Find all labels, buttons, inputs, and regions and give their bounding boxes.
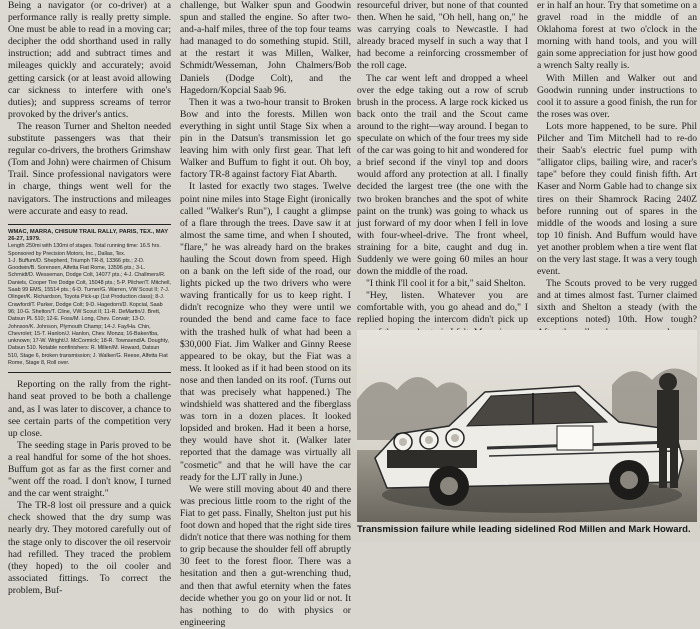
rally-car-photo bbox=[357, 330, 697, 522]
paragraph: The TR-8 lost oil pressure and a quick check showed that the dry sump was nearly dry. They motored carefully out of the stage only to discover the oil reservoir had refilled. They traced the problem (they hoped) to the oil cooler and associated fittings. To correct the problem, Buf- bbox=[8, 500, 171, 596]
text-column-3 bbox=[357, 0, 528, 330]
paragraph: Lots more happened, to be sure. Phil Pilcher and Tim Mitchell had to re-do their Saab's electric fuel pump with "alligator clips, bailing wire, and racer's tape" before they could finish fifth. Art Kaser and Norm Gable had to change six tires on their Shamrock Racing 240Z before running out of spares in the middle of the woods and losing a sure top 10 finish. And Buffum would have yet another problem when a tire went flat on the very last stage. It was a very tough event. bbox=[537, 120, 697, 278]
text-column-4 bbox=[537, 0, 697, 330]
paragraph: The seeding stage in Paris proved to be a real handful for some of the hot shoes. Buffum got as far as the first corner and "went off the road. I don't know, I turned and the car went straight." bbox=[8, 439, 171, 500]
paragraph: Then it was a two-hour transit to Broken Bow and into the forests. Millen won everything in sight until Stage Six when a pin in the Datsun's transmission let go leaving him with only first gear. That left Walker and Buffum to fight it out. Oh boy, factory TR-8 against factory Fiat Abarth. bbox=[180, 96, 351, 181]
rally-car-illustration bbox=[357, 330, 697, 522]
results-heading: WMAC, MARRA, CHISUM TRAIL RALLY, PARIS, TEX., MAY 26-27, 1979. bbox=[8, 228, 168, 242]
paragraph: With Millen and Walker out and Goodwin running under instructions to cool it to assure a good finish, the run for the roses was over. bbox=[537, 72, 697, 120]
results-list: 1-J. Buffum/D. Shepherd, Triumph TR-8, 13366 pts.; 2-D. Goodwin/B. Sorensen, Alfetta Fiat Rome, 13596 pts.; 3-L. Schmidt/D. Wesseman, Dodge Colt, 14077 pts.; 4-J. Challmers/R. Daniels, Cooper Tire Dodge Colt, 15048 pts.; 5-P. Pilcher/T. Mitchell, Saab 99 EMS, 15514 pts.; 6-D. Turner/G. Warren, VW Scout II; 7-J. Olinger/K. Richardson, Toyota Pick-up (1st Production class); 8-J. Crawford/T. Parker, Dodge Colt; 9-D. Hagedorn/D. Kopcial, Saab 96; 10-G. Shelton/T. Cline, VW Scout II; 11-R. DeMartin/J. Brett, Datsun PL 510; 12-E. Foss/M. Long, Chev. Corvair; 13-D. Johnson/K. Johnson, Plymouth Champ; 14-J. Fay/Ha. Chin, Chevrolet; 15-T. Hanlon/J. Hanlon, Chev. Monza; 16-Baker/tba, unknown; 17-W. Wright/J. McCormick; 18-R. Townsend/A. Doughty, Datsun 510. Notable nonfinishers: R. Millen/M. Howard, Datsun 510, Stage 6, broken transmission; J. Walker/G. Reese, Alfetta Fiat Rome, Stage 8, Roll over. bbox=[8, 257, 171, 367]
paragraph: Being a navigator (or co-driver) at a performance rally is really pretty simple. One must be able to read in a moving car; decipher the odd shorthand used in rally instruction; add and subtract times and mileages quickly and accurately; avoid getting carsick (or at least avoid allowing car sickness to interfere with one's duties); and suppress screams of terror provoked by the driver's antics. bbox=[8, 0, 171, 120]
paragraph: challenge, but Walker spun and Goodwin spun and stalled the engine. So after two-and-a-half miles, three of the top four teams had managed to do something stupid. Still, at the restart it was Millen, Walker, Schmidt/Wesseman, John Chalmers/Bob Daniels (Dodge Colt), and the Hagedorn/Kopcial Saab 96. bbox=[180, 0, 351, 96]
paragraph: We were still moving about 40 and there was precious little room to the right of the Fiat to get pass. Finally, Shelton just put his foot down and hoped that the right side tires didn't notice that there was nothing for them to grip because the shoulder fell off abruptly 30 feet to the forest floor. There was a hesitation and then a gut-wrenching thud, and then that awful eternity when the fates decide whether you go on your lid or not. It has nothing to do with physics or engineering bbox=[180, 483, 351, 628]
paragraph: resourceful driver, but none of that counted then. When he said, "Oh hell, hang on," he was carrying coals to Newcastle. I had already braced myself in such a way that I had become a reinforcing crossmember of the roll cage. bbox=[357, 0, 528, 72]
paragraph: "I think I'll cool it for a bit," said Shelton. bbox=[366, 278, 526, 290]
paragraph: Reporting on the rally from the right-hand seat proved to be both a challenge and, as I was later to discover, a chance to see certain parts of the competition very up close. bbox=[8, 379, 171, 439]
paragraph: "Hey, listen. Whatever you are comfortable with, you go ahead and do," I replied hoping the intercom didn't pick up bbox=[357, 290, 528, 326]
text-column-2 bbox=[180, 0, 351, 628]
photo-caption: Transmission failure while leading sidelined Rod Millen and Mark Howard. bbox=[357, 524, 691, 535]
paragraph: The car went left and dropped a wheel over the edge taking out a row of scrub brush in the process. A large rock kicked us back onto the trail and the Scout came around to the right—way around. I began to speculate on which of the four trees my side of the car was going to hit and wondered for a brief second if the vinyl top and doors would afford any protection at all. I finally decided the largest tree (the one with the two broken branches and the spot of white paint on the trunk) was going to whack us just forward of my door when I fell in love with four-wheel-drive. The front wheel, straining for a bite, caught and dug in. Suddenly we were going 60 miles an hour down the middle of the road. bbox=[357, 72, 528, 278]
rally-results-box bbox=[8, 224, 171, 374]
results-subheading: Length 250mi with 130mi of stages. Total running time: 16.5 hrs. Sponsored by Precision Motors, Inc., Dallas, Tex. bbox=[8, 243, 161, 257]
paragraph: It lasted for exactly two stages. Twelve point nine miles into Stage Eight (ironically called "Walker's Run"), I caught a glimpse of a flare through the trees. Dave saw it at almost the same time, and when I shouted, "flare," he was already hard on the brakes hauling the Scout down from speed. High on a bank on the left side of the road, our lights picked up the two drivers who were waving frantically for us to keep right. I didn't recognize who they were until we rounded the bend and came face to face with the trashed hulk of what had been a $30,000 Fiat. Jim Walker and Ginny Reese appeared to be okay, but the Fiat was a mess. It looked as if it had been stood on its nose and then landed on its roof. (Turns out that was precisely what happened.) The windshield was shattered and the fiberglass was torn in a dozen places. It looked lopsided and broken. Had it been a horse, they would have shot it. (Walker later reported that the damage was virtually all "cosmetic" and that he will have the car ready for the LJT rally in June.) bbox=[180, 181, 351, 483]
paragraph: The reason Turner and Shelton needed substitute passengers was that their regular co-drivers, the brothers Grimshaw (Tom and John) were chairmen of Chisum Trail. Since professional navigators were in charge, things went well for the navigators. The instructions and mileages were accurate and easy to read. bbox=[8, 120, 171, 217]
paragraph: er in half an hour. Try that sometime on a gravel road in the middle of an Oklahoma forest at two o'clock in the morning with hand tools, and you will gain some appreciation for just how good a wrench Salty really is. bbox=[537, 0, 697, 72]
paragraph: The Scouts proved to be very rugged and at times almost fast. Turner claimed sixth and Shelton a steady (with the exceptions noted) 10th. How tough? bbox=[537, 278, 697, 326]
text-column-1 bbox=[8, 0, 171, 596]
